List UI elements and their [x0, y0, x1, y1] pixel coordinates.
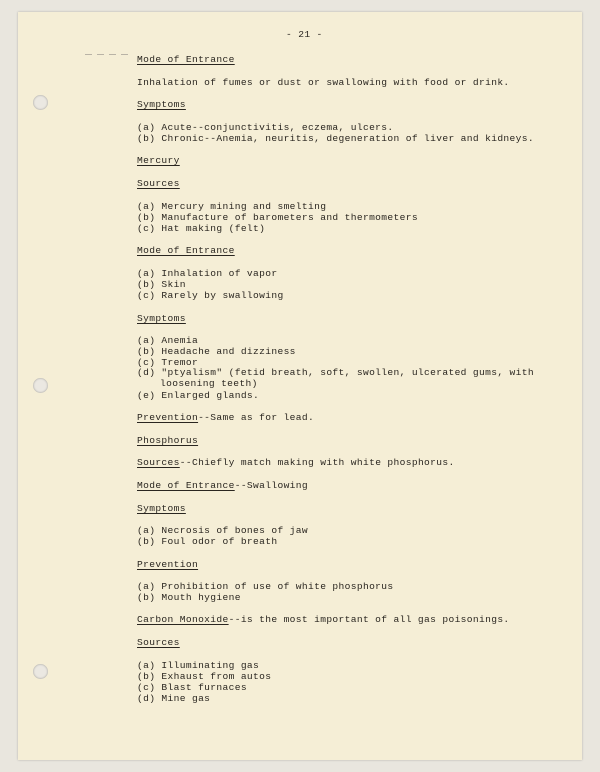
- list-item: (b) Mouth hygiene: [137, 592, 241, 603]
- list-item: (c) Hat making (felt): [137, 223, 266, 234]
- list-item: (b) Foul odor of breath: [137, 536, 278, 547]
- heading-symptoms: Symptoms: [137, 99, 186, 110]
- carbon-monoxide-text: --is the most important of all gas poisonings.: [228, 614, 510, 625]
- list-item: (d) "ptyalism" (fetid breath, soft, swollen, ulcerated gums, with: [137, 367, 534, 378]
- heading-mode-of-entrance: Mode of Entrance: [137, 245, 235, 256]
- list-item: (d) Mine gas: [137, 693, 211, 704]
- list-item: (a) Illuminating gas: [137, 660, 260, 671]
- label-sources: Sources: [137, 457, 180, 468]
- label-mode-of-entrance: Mode of Entrance: [137, 480, 235, 491]
- page-number: - 21 -: [286, 29, 323, 40]
- label-carbon-monoxide: Carbon Monoxide: [137, 614, 229, 625]
- list-item: (b) Skin: [137, 279, 186, 290]
- list-item: (a) Inhalation of vapor: [137, 268, 278, 279]
- sources-text: --Chiefly match making with white phosphorus.: [179, 457, 455, 468]
- list-item: (b) Exhaust from autos: [137, 671, 272, 682]
- heading-symptoms: Symptoms: [137, 313, 186, 324]
- list-item: (e) Enlarged glands.: [137, 390, 260, 401]
- heading-sources: Sources: [137, 178, 180, 189]
- list-item: (a) Anemia: [137, 335, 199, 346]
- heading-phosphorus: Phosphorus: [137, 435, 199, 446]
- list-item: (c) Tremor: [137, 357, 199, 368]
- list-item-continuation: loosening teeth): [160, 378, 258, 389]
- list-item: (b) Chronic--Anemia, neuritis, degeneration of liver and kidneys.: [137, 133, 534, 144]
- heading-mode-of-entrance: Mode of Entrance: [137, 54, 235, 65]
- list-item: (b) Headache and dizziness: [137, 346, 296, 357]
- mode-of-entrance-line: [137, 480, 308, 492]
- heading-sources: Sources: [137, 637, 180, 648]
- text-line: Inhalation of fumes or dust or swallowing with food or drink.: [137, 77, 510, 88]
- heading-prevention: Prevention: [137, 559, 199, 570]
- list-item: (c) Rarely by swallowing: [137, 290, 284, 301]
- list-item: (a) Acute--conjunctivitis, eczema, ulcers.: [137, 122, 394, 133]
- list-item: (c) Blast furnaces: [137, 682, 247, 693]
- heading-symptoms: Symptoms: [137, 503, 186, 514]
- list-item: (a) Mercury mining and smelting: [137, 201, 327, 212]
- mode-of-entrance-text: --Swallowing: [234, 480, 309, 491]
- list-item: (b) Manufacture of barometers and thermometers: [137, 212, 418, 223]
- heading-mercury: Mercury: [137, 155, 180, 166]
- prevention-text: --Same as for lead.: [198, 412, 315, 423]
- list-item: (a) Necrosis of bones of jaw: [137, 525, 309, 536]
- list-item: (a) Prohibition of use of white phosphorus: [137, 581, 394, 592]
- sources-line: [137, 457, 455, 469]
- carbon-monoxide-line: [137, 614, 510, 626]
- prevention-line: [137, 412, 314, 424]
- label-prevention: Prevention: [137, 412, 199, 423]
